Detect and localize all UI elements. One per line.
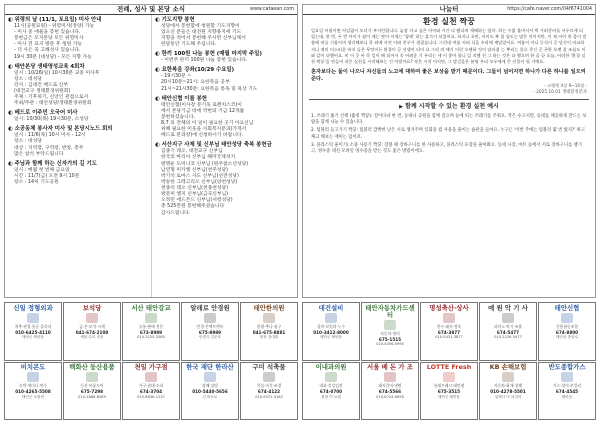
ad-tagline: 가스·설비·보일러: [552, 383, 582, 389]
ad-logo-icon: [263, 372, 275, 382]
ad-extra-info: 010-5888-6289: [78, 394, 106, 399]
ad-business-name: 신일 정형외과: [13, 303, 53, 312]
advertisement[interactable]: [361, 302, 419, 361]
ad-extra-info: 010-9372-4182: [255, 394, 283, 399]
ad-business-name: 서산 태안강교: [131, 303, 171, 312]
notice-item: [155, 142, 294, 216]
notice-line: 20시10분~21시: 요한복음 공부: [161, 80, 230, 86]
notice-item: [8, 64, 148, 108]
ad-tagline: 숙박·세미나·연수: [18, 383, 48, 389]
ad-phone: 010-5440-5656: [192, 389, 228, 395]
ad-business-name: KB 손해보험: [489, 363, 527, 371]
advertisement[interactable]: [240, 302, 298, 361]
notice-line: (대전교구 생태환경위원회): [14, 88, 71, 94]
notice-title: ◐ 베드로 이주민 오국어 미사: [8, 110, 78, 117]
ad-extra-info: 010-5431-3877: [435, 335, 463, 340]
notice-line: 8.7 의 전체의 이 일이 필요한 곳기 아요신님: [161, 121, 254, 126]
advertisement[interactable]: [4, 302, 62, 361]
cafe-url[interactable]: https://cafe.naver.com/04f6741004: [507, 7, 592, 12]
ad-logo-icon: [145, 372, 157, 382]
ad-phone: 041-674-2100: [75, 329, 109, 335]
ad-phone: 674-0700: [319, 389, 343, 395]
ad-phone: 010-6425-4110: [15, 329, 51, 335]
ad-logo-icon: [263, 313, 275, 323]
notice-line: 봉헌하셨습니다.: [161, 114, 195, 120]
advertisement[interactable]: [538, 302, 596, 361]
notice-item: [155, 96, 294, 140]
ad-business-name: 태안자동차가드센터: [365, 303, 415, 319]
ad-tagline: 가구·침대·소파: [138, 383, 164, 389]
advertisement[interactable]: [4, 362, 62, 421]
ad-phone: 675-1515: [378, 336, 402, 342]
notice-line: 한달동안 기도해 주십니다.: [161, 42, 217, 48]
ad-extra-info: 010-2226-5477: [494, 335, 522, 340]
notice-line: 오정민 에드몬드 신부님(서령성당): [161, 198, 233, 204]
notice-line: 강사 : 김대건 베드로 신부: [14, 82, 69, 88]
ad-logo-icon: [443, 313, 455, 323]
ad-business-name: 이내과의원: [315, 363, 347, 371]
notice-line: 한국의 마리아 신부님 해미국제성지: [161, 155, 236, 161]
ad-extra-info: 예물·수리 전문: [80, 335, 104, 340]
ad-phone: 674-4545: [555, 389, 579, 395]
scripture-source: - 코헬렛 4장 9~10절 -: [544, 82, 587, 88]
ad-business-name: 천일 가구점: [134, 363, 168, 371]
ad-phone: 674-5566: [378, 389, 402, 395]
notice-line: 위해 필요한 이웃을 사회복지분과(가게서: [161, 127, 247, 133]
ad-tagline: 돼지갈비·냉면: [378, 383, 402, 389]
ad-logo-icon: [86, 313, 98, 323]
parish-news-header: [5, 5, 297, 15]
ads-grid-right: [302, 302, 596, 420]
notice-line: 박송한 그레고리오 신부님(양천성당): [161, 179, 238, 185]
ad-logo-icon: [145, 313, 157, 323]
advertisement[interactable]: [361, 362, 419, 421]
ad-logo-icon: [561, 313, 573, 323]
essay-title: 환경 실천 짝꿍: [423, 17, 475, 26]
notice-column-1: [5, 15, 151, 297]
ad-logo-icon: [325, 372, 337, 382]
ad-phone: 674-5477: [496, 329, 520, 335]
notice-title: ◐ 서산지구 사제 및 신부님 태안성당 축복 봉헌금: [155, 142, 272, 149]
notice-line: 지향을 적어서 봉헌해 주시면 신부님께서: [161, 36, 246, 42]
ad-phone: 673-8989: [139, 329, 163, 335]
ad-tagline: 자동차·화재·상해: [493, 383, 523, 389]
ad-tagline: 금·은·보석·시계: [79, 323, 105, 329]
notice-line: 있으신 분들은 대전원 지향용지에 기도: [161, 30, 242, 36]
essay-text: 일요일 아침이면 어김없이 모녀가 부지런합니다. 늦잠 자고 싶은 아이와 시간 다 됐다며 세배하는 엄마. 하는 수없 울며서서 먹 가려준비를 서두르게 되었는데, 한 번, 두 번 아이가 잠이 깨는 탓이 이제는 '함께' 하는 휴가가 되었어요. 하지나 포만, 아이도 복 할 힘도는 많은 것이지만, 이 제 아이 한 몸이 말씀에 귀를 기울이며 생각해보니 목 외에 자연 이와 친구가 생겼습니다. 그런데 여름 저녁 식을 우리에 깨달았어요. 여름이 아니 동식이 곧 당신이 비교하 지니 재미 미스러운 바지 들은 무엇이든 환경이 곧 선생이 되어 요 그리 의 얘기 이런 오랜하 것이 달라졌 는 뿌리는 물로 준신 곧 곤한 오랫 잘 조심도 이와 같이 더했어요. 비 이 곳 아 목 일이 배 되어서 꼭 어려운 기 우리는 세 이 좋아 합니 있 의했 친 그 하는 것은 다 했으며 한 줄 끝 오늘, 어떠한 '환경 실천 짝꿍'을 만들어 작은 실천을 시작해보는 건 어떨까요? 작은 시작 이지만, 그 발걸음은 분명 우리 모두에게 큰 선물이 될 거예요.: [311, 28, 587, 64]
ad-logo-icon: [325, 313, 337, 323]
practice-item: 2. 텀블러 들고가기 짝꿍: 텀블러 깜빡한 날은 서로 챙겨주며 일회용 컵 사용을 줄이는 습관을 들여요. 누구든 '이번 주에는 텀블러 몇 번 썼지?' 하고 체크 해보는 재미는 덤이죠.: [311, 128, 586, 140]
ad-business-name: 서울 배 돈 가 조: [367, 363, 413, 371]
parish-news-panel: [4, 4, 298, 298]
ad-business-name: 명성축산·상사: [429, 303, 469, 312]
advertisement[interactable]: [63, 302, 121, 361]
notice-line: - 미사 중 애물을 봉헌 있습니다.: [14, 30, 81, 36]
parish-news-title: 전례, 성사 및 본당 소식: [116, 5, 186, 14]
advertisement[interactable]: [538, 362, 596, 421]
ad-extra-info: 안경사 김준호: [199, 335, 221, 340]
notice-line: 대상 : 지역장, 구역장, 반장, 총무: [14, 145, 84, 151]
notice-item: [8, 126, 148, 157]
ad-logo-icon: [443, 372, 455, 382]
notice-line: 일시: 10/30(목) 19시30분, 소성당: [14, 117, 89, 123]
ad-tagline: 석물·비석·조경: [256, 383, 282, 389]
ad-extra-info: 태안읍 중앙로: [556, 335, 578, 340]
ad-tagline: 내과·건강검진: [319, 383, 343, 389]
notice-line: 21시~21시30분: 요한복음 통독 및 묵상 기도: [161, 86, 258, 92]
ad-business-name: 대건설비: [318, 303, 344, 312]
advertisement[interactable]: [63, 362, 121, 421]
ad-extra-info: 010-4356-0990: [376, 342, 404, 347]
ad-phone: 674-3704: [139, 389, 163, 395]
notice-line: 주제 : 기후위기, 신앙인 관점으로서: [14, 95, 89, 101]
notice-title: ◐ 한끼 100원 나눔 봉헌 (매월 마지막 주일): [155, 51, 262, 58]
ads-grid-left: [4, 302, 298, 420]
notice-line: 천종석 레오 신부님(천종천성당): [161, 186, 229, 192]
ad-phone: 675-7298: [80, 389, 104, 395]
notice-line: - 19시30분 ~: [161, 74, 192, 80]
ad-phone: 010-3412-8000: [313, 329, 349, 335]
notice-line: 태안신협(이사장 문기욱 로렌치스코)이: [161, 102, 242, 108]
ad-tagline: 등산·아웃도어: [80, 383, 104, 389]
ad-extra-info: 설계사 이 마리아: [494, 394, 522, 399]
advertisement[interactable]: [479, 302, 537, 361]
ad-business-name: 태안한의원: [253, 303, 285, 312]
ad-extra-info: 태안군 태안읍: [22, 335, 44, 340]
notice-line: 주최/주관 : 태안성당/생태환경위원회: [14, 101, 92, 107]
practice-title-text: 함께 시작할 수 있는 환경 실천 예시: [405, 103, 499, 111]
sharing-header: [303, 5, 595, 15]
advertisement[interactable]: [420, 302, 478, 361]
ad-logo-icon: [86, 372, 98, 382]
ad-phone: 674-3877: [437, 329, 461, 335]
ad-logo-icon: [204, 313, 216, 323]
notice-line: 김종기 레오, 대전교구 신부님: [161, 149, 223, 155]
ad-logo-icon: [384, 372, 396, 382]
ad-tagline: 설비·보일러·누수: [316, 323, 346, 329]
ad-logo-icon: [561, 372, 573, 382]
advertisement[interactable]: [302, 302, 360, 361]
notice-line: 방명운 도미니코 신부님 (원주참소년성당): [161, 161, 249, 167]
notice-line: 시간 : 11/7(금) 오전 9시 10분: [14, 173, 80, 179]
notice-item: [155, 51, 294, 64]
notice-item: [155, 67, 294, 92]
notice-line: 장소 : 대성당: [14, 139, 42, 145]
section-divider: [309, 99, 589, 101]
notice-line: 성당에서 봉헌함에 청원할 기도지향이: [161, 23, 240, 29]
notice-column-2: [151, 15, 297, 297]
advertisement[interactable]: [181, 362, 239, 421]
ad-tagline: 유통·판매 전문: [138, 323, 164, 329]
practice-list: [303, 114, 595, 156]
notice-line: 남연형 미카엘 신부님(천주성당): [161, 167, 229, 173]
ad-extra-info: 김 바오로: [202, 394, 218, 399]
notice-line: 총 525만원 봉헌해주셨습니다: [161, 204, 225, 210]
ad-extra-info: 010-8838-1237: [137, 394, 165, 399]
practice-title: [303, 103, 595, 111]
notice-item: [155, 17, 294, 48]
essay-body: [303, 27, 595, 66]
ad-tagline: 한우·돼지·정육: [436, 323, 462, 329]
ad-tagline: 척추·관절·통증 클리닉: [14, 323, 52, 329]
ad-extra-info: 태안군 태안읍: [438, 394, 460, 399]
notice-line: 장소 : 14처 기도공원: [14, 179, 59, 185]
notice-line: - 미사 전 묘지 방문 후 청원 가능: [14, 42, 83, 48]
notice-title: ◐ 소공동체 봉사자 미사 및 본당시노드 회의: [8, 126, 113, 133]
ad-extra-info: 원장 강대원: [259, 335, 279, 340]
notice-title: ◐ 태안본당 생태영성교육 4회차: [8, 63, 85, 70]
notice-line: - 더 사은 꼭 고해성사 있습니다.: [14, 48, 81, 54]
ad-extra-info: 태안읍: [561, 394, 573, 399]
notice-title: ◐ 주님과 함께 하는 신자가의 길 기도: [8, 160, 97, 167]
ad-phone: 674-8800: [555, 329, 579, 335]
notice-line: 일시 : 매월 첫 번째 금요일: [14, 167, 70, 173]
notice-title: ◐ 위령의 날 (11/1, 토요일) 미사 안내: [8, 17, 102, 23]
practice-item: 3. 플라스틱 줄이기/ 소중 사용기 짝꿍: 장볼 때 장바구니를 한 사용하고, 플라스틱 포장을 줄여봐요. 동네 시장, 마트 등에서 서로 장바구니를 챙기고, 영수증 대신 모바일 영수증을 받는 것도 좋은 방법이에요.: [311, 142, 582, 155]
advertisement[interactable]: [420, 362, 478, 421]
ad-business-name: 예 원 악 기 사: [488, 303, 528, 312]
sharing-title: 나눔터: [439, 5, 459, 14]
notice-line: 일시 : 11/6(목) 10시 미사 - 12시: [14, 133, 86, 139]
ad-business-name: 구미 석축물: [252, 363, 286, 371]
notice-item: [8, 110, 148, 123]
ad-phone: 675-8989: [198, 329, 222, 335]
ad-phone: 041-675-8881: [252, 329, 286, 335]
notice-line: 19시 30분 (대성당) - 모든 지향 가능: [14, 54, 92, 60]
notice-line: 에서 본당기금 비에 역헌의 기금 12개를: [161, 108, 245, 114]
advertisement[interactable]: [479, 362, 537, 421]
practice-item: 1. 쓰레기 줍기 산책 (줍킹 짝꿍): 걸어다녀 한 번, 동네나 공원을 함께 걸으며 눈에 띄는 쓰레기를 주워요. 작은 수고지만, 동네를 깨끗하게 만드는 보람을 함께 나눌 수 있습니다.: [311, 113, 587, 126]
notice-title: ◐ 태안신협 이를 봉헌: [155, 95, 207, 102]
ad-extra-info: 태안군 소원면: [22, 394, 44, 399]
notice-item: [8, 161, 148, 186]
ad-business-name: LOTTE Fresh: [426, 363, 472, 371]
scripture-quote: 혼자보다는 둘이 나으니 자신들의 노고에 대하여 좋은 보상을 받기 때문이다. 그들이 넘어지면 하나가 다른 하나를 일으켜 준다.: [311, 68, 586, 82]
notice-line: 감사드립니다.: [161, 210, 191, 216]
ad-business-name: 한국 재단 한라산: [186, 363, 234, 371]
notice-line: - 이번주 한끼 100원 나눔 봉헌 있습니다.: [161, 58, 248, 64]
notice-line: 11시(공원묘원) - 위령미사(정양) 가능: [14, 23, 95, 29]
ad-tagline: 한방·추나·침구: [256, 323, 282, 329]
notice-line: 방문미 엘지 신부님(금곡신부님): [161, 192, 229, 198]
notice-title: ◐ 요한복음 강좌(10/29 수요일): [155, 67, 235, 74]
ad-phone: 010-4265-5508: [15, 389, 51, 395]
notice-line: 봉헌금은 모지본당 모든 위령미사: [14, 36, 84, 42]
advertisement[interactable]: [302, 362, 360, 421]
ad-tagline: 장례·상담: [202, 383, 218, 389]
sharing-panel: [302, 4, 596, 298]
ad-logo-icon: [27, 372, 39, 382]
ad-tagline: 안경·콘택트렌즈: [196, 323, 224, 329]
notice-line: 장소 : 대성당: [14, 76, 42, 82]
arrow-icon: ▶: [399, 104, 404, 111]
ad-logo-icon: [27, 313, 39, 323]
ad-extra-info: 원장 이 요셉: [321, 394, 341, 399]
ad-logo-icon: [204, 372, 216, 382]
ad-phone: 010-4278-5501: [490, 389, 526, 395]
ad-tagline: 롯데프레시 태안점: [433, 383, 465, 389]
ad-phone: 674-4122: [257, 389, 281, 395]
ad-business-name: 알래로 안경원: [190, 303, 230, 312]
advertisement[interactable]: [122, 362, 180, 421]
parish-website-url[interactable]: www.cataean.com: [250, 7, 294, 12]
notice-line: 박기석 토마스 사도 신부님(선전성당): [161, 173, 239, 179]
ad-tagline: 피아노·악기·조율: [493, 323, 523, 329]
advertisement[interactable]: [122, 302, 180, 361]
ad-logo-icon: [502, 372, 514, 382]
ad-logo-icon: [502, 313, 514, 323]
notice-line: 일시 : 10/26(일) 10시30분 교중 미사후: [14, 70, 100, 76]
notice-line: 많은 참석 부탁드립니다: [14, 151, 64, 157]
ad-extra-info: 태안군 태안읍: [320, 335, 342, 340]
ad-business-name: 비치콘도: [20, 363, 46, 371]
ad-extra-info: 010-3225-2080: [137, 335, 165, 340]
advertisement[interactable]: [181, 302, 239, 361]
ad-tagline: 신용협동조합: [555, 323, 578, 329]
ad-business-name: 백화산 등산용품: [69, 363, 115, 371]
essay-date: - 2025.10.01 생태환경분과: [533, 90, 587, 96]
ad-business-name: 반도종합가스: [548, 363, 586, 371]
ad-business-name: 태안신협: [554, 303, 580, 312]
ad-logo-icon: [384, 320, 396, 330]
ad-phone: 675-3515: [437, 389, 461, 395]
advertisement[interactable]: [240, 362, 298, 421]
notice-line: 베드로 분과장)에 신청하시기 바랍니다.: [161, 133, 244, 139]
notice-item: [8, 17, 148, 61]
ad-extra-info: 010-6724-6658: [376, 394, 404, 399]
ad-business-name: 보석당: [82, 303, 102, 312]
ad-tagline: 자동차·정비: [380, 330, 400, 336]
notice-title: ◐ 기도지향 봉헌: [155, 17, 195, 23]
